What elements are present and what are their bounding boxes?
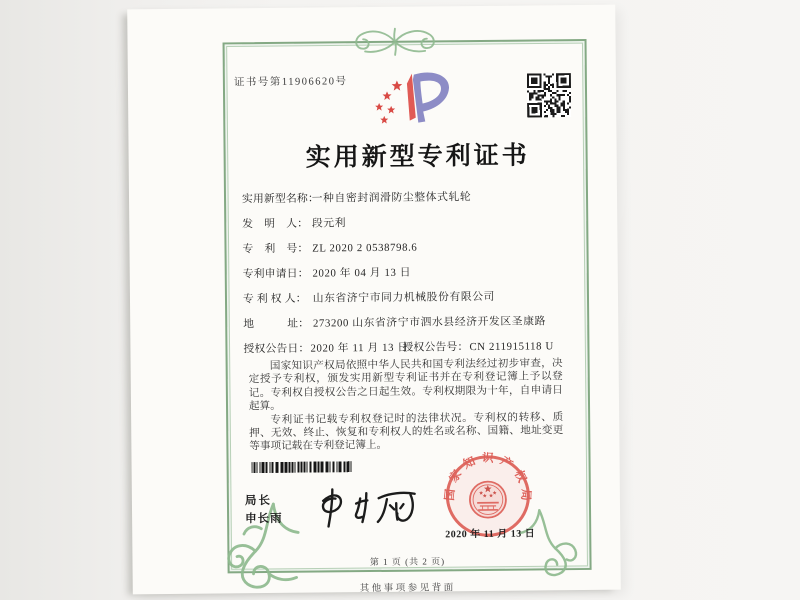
field-row — [242, 234, 582, 262]
field-list — [242, 184, 584, 362]
qr-code — [527, 73, 571, 117]
barcode — [252, 461, 356, 473]
certificate-paper — [127, 5, 621, 595]
field-row — [242, 209, 582, 237]
field-value: 段元利 — [311, 217, 347, 230]
field-row — [243, 259, 583, 287]
field-value: 山东省济宁市同力机械股份有限公司 — [312, 290, 496, 305]
signer-name: 申长雨 — [245, 512, 283, 526]
field-label: 发 明 人： — [242, 217, 309, 231]
field-value: ZL 2020 2 0538798.6 — [312, 241, 418, 255]
national-emblem-icon — [470, 481, 506, 517]
field-row — [243, 309, 583, 337]
back-note: 其他事项参见背面 — [359, 583, 456, 595]
seal-date: 2020 年 11 月 13 日 — [445, 528, 536, 541]
field-row — [243, 284, 583, 312]
legal-text — [249, 357, 564, 454]
field-label: 授权公告号： — [402, 341, 469, 354]
signer-title: 局长 — [244, 494, 272, 508]
legal-paragraph: 专利证书记载专利权登记时的法律状况。专利权的转移、质押、无效、终止、恢复和专利权人的姓名或名称、国籍、地址变更等事项记载在专利登记簿上。 — [249, 411, 564, 453]
field-label: 授权公告日： — [243, 342, 310, 356]
field-value: 273200 山东省济宁市泗水县经济开发区圣康路 — [312, 315, 547, 330]
legal-paragraph: 国家知识产权局依照中华人民共和国专利法经过初步审查，决定授予专利权，颁发实用新型专利证书并在专利登记簿上予以登记。专利权自授权公告之日起生效。专利权期限为十年，自申请日起算。 — [248, 358, 563, 413]
field-value: CN 211915118 U — [469, 340, 554, 354]
field-value: 2020 年 11 月 13 日 — [310, 341, 409, 355]
field-label: 专 利 号： — [242, 242, 309, 256]
field-value: 2020 年 04 月 13 日 — [312, 266, 412, 280]
page-indicator: 第 1 页 (共 2 页) — [369, 556, 446, 568]
director-signature — [315, 481, 423, 534]
field-label: 专 利 权 人： — [242, 292, 307, 306]
field-label: 专利申请日： — [242, 267, 309, 281]
field-label: 地 址： — [243, 317, 310, 331]
certificate-title: 实用新型专利证书 — [305, 142, 530, 172]
certificate-number: 证书号第11906620号 — [233, 76, 348, 89]
cnipa-logo-icon — [374, 70, 455, 125]
field-row — [242, 184, 582, 212]
seal-ring-text: 国家知识产权局 — [443, 451, 533, 507]
field-value: 一种自密封润滑防尘整体式轧轮 — [311, 191, 472, 205]
field-label: 实用新型名称： — [241, 192, 320, 206]
